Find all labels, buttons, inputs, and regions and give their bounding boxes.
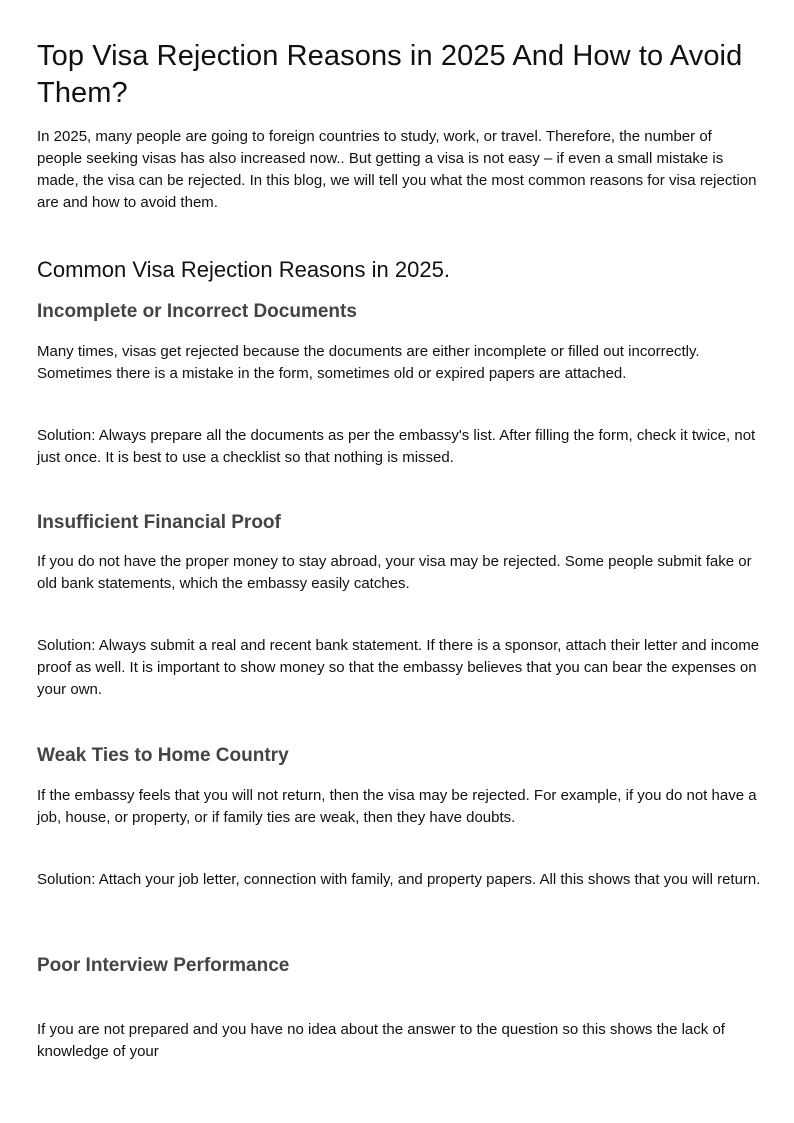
intro-paragraph: In 2025, many people are going to foreign countries to study, work, or travel. Therefore, the number of people seeking visas has also increased now.. But getting a visa is not easy – if even a small mistake is made, the visa can be rejected. In this blog, we will tell you what the most common reasons for visa rejection are and how to avoid them. — [37, 128, 757, 211]
reason-body-ties: If the embassy feels that you will not return, then the visa may be rejected. For example, if you do not have a job, house, or property, or if family ties are weak, then they have doubts. — [37, 787, 757, 826]
reason-heading-ties: Weak Ties to Home Country — [37, 745, 289, 766]
reason-body-documents: Many times, visas get rejected because the documents are either incomplete or filled out incorrectly. Sometimes there is a mistake in the form, sometimes old or expired papers are attached. — [37, 343, 700, 382]
reason-solution-financial: Solution: Always submit a real and recent bank statement. If there is a sponsor, attach their letter and income proof as well. It is important to show money so that the embassy believes that you can bear the expenses on your own. — [37, 637, 760, 698]
page-title: Top Visa Rejection Reasons in 2025 And How to Avoid Them? — [37, 40, 743, 109]
reason-solution-ties: Solution: Attach your job letter, connection with family, and property papers. All this shows that you will return. — [37, 871, 761, 888]
reason-heading-interview: Poor Interview Performance — [37, 955, 290, 976]
reason-body-financial: If you do not have the proper money to stay abroad, your visa may be rejected. Some people submit fake or old bank statements, which the embassy easily catches. — [37, 553, 752, 592]
reason-body-interview: If you are not prepared and you have no idea about the answer to the question so this shows the lack of knowledge of your — [37, 1021, 725, 1060]
section-heading: Common Visa Rejection Reasons in 2025. — [37, 257, 450, 282]
reason-solution-documents: Solution: Always prepare all the documents as per the embassy's list. After filling the form, check it twice, not just once. It is best to use a checklist so that nothing is missed. — [37, 427, 756, 466]
reason-heading-documents: Incomplete or Incorrect Documents — [37, 301, 357, 322]
reason-heading-financial: Insufficient Financial Proof — [37, 512, 281, 533]
